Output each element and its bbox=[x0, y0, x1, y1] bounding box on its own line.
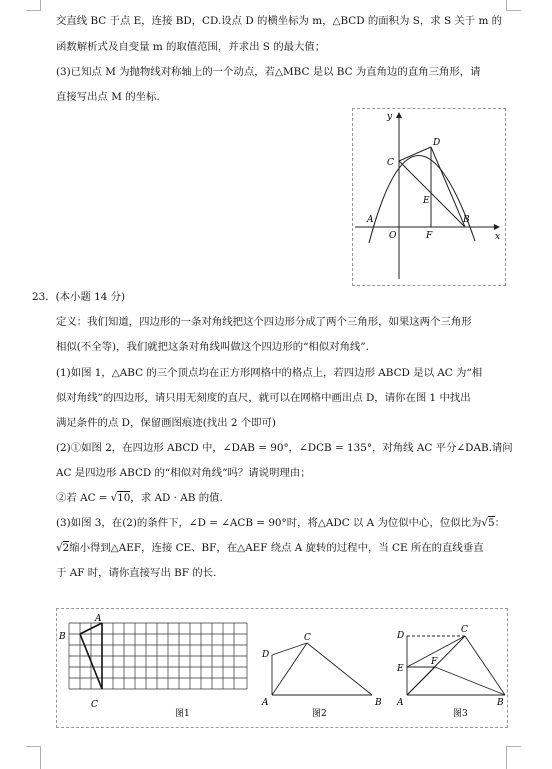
label-y: y bbox=[387, 112, 393, 122]
fig1-label-b: B bbox=[59, 632, 66, 642]
label-b: B bbox=[463, 215, 470, 225]
q23-definition-line-2: 相似(不全等)，我们就把这条对角线叫做这个四边形的“相似对角线”． bbox=[56, 341, 377, 353]
sqrt-symbol: √ bbox=[110, 492, 118, 504]
fig1-caption: 图1 bbox=[175, 709, 190, 719]
segment-cd bbox=[399, 147, 431, 161]
q23-part2-line-1: (2)①如图 2，在四边形 ABCD 中，∠DAB = 90°，∠DCB = 135°，对角线 AC 平分∠DAB.请问 bbox=[56, 442, 513, 454]
parabola-curve bbox=[369, 155, 475, 243]
q22-line-1: 交直线 BC 于点 E，连接 BD，CD.设点 D 的横坐标为 m，△BCD 的面积为 S，求 S 关于 m 的 bbox=[56, 15, 503, 27]
q23-part3-colon: ： bbox=[494, 517, 506, 529]
q23-part2-radicand: 10 bbox=[117, 492, 131, 504]
fig1-label-c: C bbox=[91, 700, 98, 710]
label-a: A bbox=[367, 215, 374, 225]
q22-figure-box bbox=[352, 108, 506, 286]
fig3-label-d: D bbox=[397, 631, 405, 641]
q22-line-2: 函数解析式及自变量 m 的取值范围，并求出 S 的最大值； bbox=[56, 41, 326, 53]
fig1-label-a: A bbox=[95, 614, 102, 624]
segment-cb bbox=[399, 161, 465, 227]
fig2-label-a: A bbox=[262, 698, 269, 708]
q23-part3-line-2-text: 缩小得到△AEF，连接 CE、BF，在△AEF 绕点 A 旋转的过程中，当 CE 所在的直线垂直 bbox=[69, 542, 484, 554]
label-f: F bbox=[426, 231, 433, 241]
sqrt-symbol: √ bbox=[481, 517, 489, 529]
q23-part1-line-1: (1)如图 1，△ABC 的三个顶点均在正方形网格中的格点上，若四边形 ABCD 是以 AC 为“相 bbox=[56, 367, 483, 379]
fig3-label-e: E bbox=[397, 664, 404, 674]
q23-figures bbox=[57, 609, 507, 727]
sqrt-symbol: √ bbox=[56, 542, 63, 554]
fig2-label-b: B bbox=[375, 698, 382, 708]
q22-line-4: 直接写出点 M 的坐标. bbox=[56, 91, 160, 103]
q23-part1-line-3: 满足条件的点 D，保留画图痕迹(找出 2 个即可) bbox=[56, 417, 276, 429]
figure-2-quadrilateral bbox=[272, 643, 372, 695]
fig3-label-a: A bbox=[397, 698, 404, 708]
fig2-caption: 图2 bbox=[312, 709, 327, 719]
q23-definition-line-1: 定义：我们知道，四边形的一条对角线把这个四边形分成了两个三角形，如果这两个三角形 bbox=[56, 316, 472, 328]
crop-mark-bottom-right bbox=[506, 746, 521, 769]
q23-part2-prefix: ②若 AC = bbox=[56, 492, 108, 504]
q23-part1-line-2: 似对角线”的四边形，请只用无刻度的直尺，就可以在网格中画出点 D，请你在图 1 中找出 bbox=[56, 392, 471, 404]
fig3-label-c: C bbox=[461, 625, 468, 635]
q23-figures-box bbox=[56, 608, 508, 728]
q23-part3-prefix: (3)如图 3，在(2)的条件下，∠D = ∠ACB = 90°时，将△ADC 以 A 为位似中心，位似比为 bbox=[56, 517, 482, 529]
segment-db bbox=[431, 147, 465, 227]
q23-part2-line-3 bbox=[56, 491, 223, 505]
parabola-figure bbox=[353, 109, 505, 285]
label-e: E bbox=[423, 196, 430, 206]
label-d: D bbox=[433, 138, 441, 148]
label-o: O bbox=[389, 231, 397, 241]
q23-part3-radicand-1: 5 bbox=[488, 517, 495, 529]
figure-3-diagram bbox=[407, 636, 505, 695]
q23-part2-suffix: ，求 AD · AB 的值. bbox=[130, 492, 223, 504]
q23-part3-radicand-2: 2 bbox=[62, 542, 70, 554]
q23-part3-line-1 bbox=[56, 516, 505, 530]
fig2-label-d: D bbox=[262, 650, 270, 660]
label-x: x bbox=[495, 232, 501, 242]
fig3-label-b: B bbox=[497, 698, 504, 708]
crop-mark-top-left bbox=[26, 0, 41, 11]
fig2-label-c: C bbox=[304, 633, 311, 643]
crop-mark-top-right bbox=[506, 0, 521, 11]
fig3-caption: 图3 bbox=[453, 709, 468, 719]
q22-line-3: (3)已知点 M 为抛物线对称轴上的一个动点，若△MBC 是以 BC 为直角边的直角三角形，请 bbox=[56, 66, 481, 78]
crop-mark-bottom-left bbox=[26, 746, 41, 769]
figure-1-grid bbox=[69, 623, 247, 689]
q23-part2-line-2: AC 是四边形 ABCD 的“相似对角线”吗？请说明理由； bbox=[56, 467, 311, 479]
label-c: C bbox=[387, 158, 394, 168]
q23-header: 23．(本小题 14 分) bbox=[32, 291, 126, 303]
q23-part3-line-2 bbox=[56, 541, 484, 555]
fig3-label-f: F bbox=[431, 657, 438, 667]
q23-part3-line-3: 于 AF 时，请你直接写出 BF 的长. bbox=[56, 567, 217, 579]
